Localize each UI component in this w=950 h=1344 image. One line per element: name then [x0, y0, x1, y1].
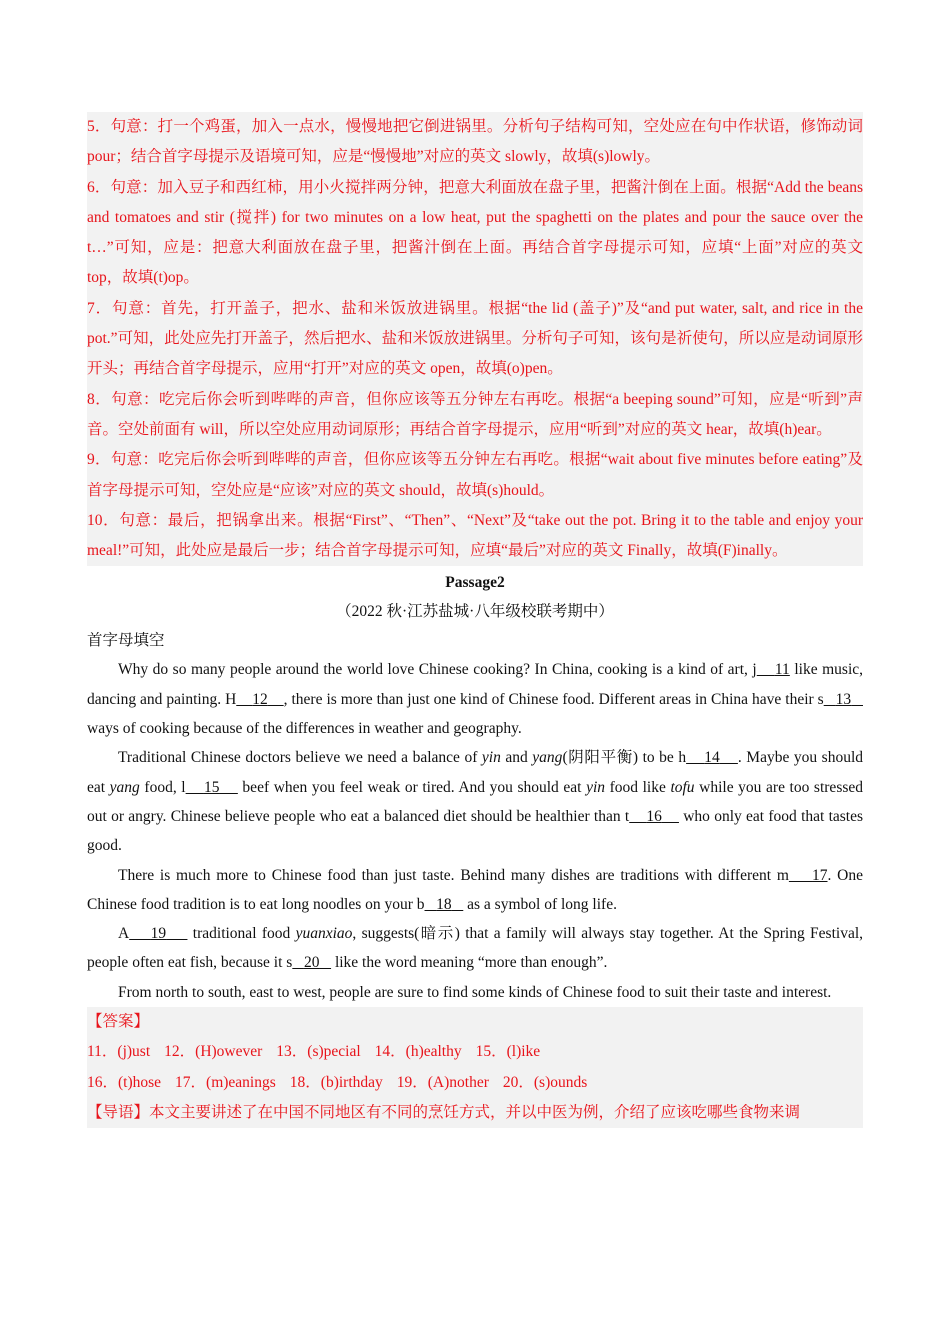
paragraph-3 [87, 861, 863, 920]
blank-number: 13 [835, 690, 852, 708]
blank-number: 16 [646, 807, 662, 825]
document-page [87, 112, 863, 1128]
analysis-item-8: 8．句意：吃完后你会听到哔哔的声音，但你应该等五分钟左右再吃。根据“a beeping sound”可知，应是“听到”声音。空处前面有 will，所以空处应用动词原形；再结合首字母提示，应用“听到”对应的英文 hear，故填(h)ear。 [87, 390, 863, 438]
analysis-item-5: 5．句意：打一个鸡蛋，加入一点水，慢慢地把它倒进锅里。分析句子结构可知，空处应在句中作状语，修饰动词 pour；结合首字母提示及语境可知，应是“慢慢地”对应的英文 slowly，故填(s)lowly。 [87, 118, 863, 166]
passage-body [87, 655, 863, 1007]
text-run: as a symbol of long life. [463, 895, 617, 913]
text-run: . One Chinese food tradition is to eat long noodles on your b [87, 866, 863, 913]
text-run: and [500, 749, 533, 767]
answer-item: 17．(m)eanings [175, 1073, 276, 1091]
answer-item: 20．(s)ounds [502, 1073, 588, 1091]
text-run: food, l [139, 778, 186, 796]
analysis-item-10: 10．句意：最后，把锅拿出来。根据“First”、“Then”、“Next”及“take out the pot. Bring it to the table and enjoy your meal!”可知，此处应是最后一步；结合首字母提示可知，应填“最后”对应的英文 Finally，故填(F)inally。 [87, 511, 863, 560]
answer-item: 14．(h)ealthy [374, 1043, 462, 1061]
analysis-block [87, 112, 863, 566]
answer-label: 【答案】 [87, 1013, 150, 1031]
blank-number: 12 [252, 690, 268, 708]
blank-number: 19 [150, 925, 167, 943]
text-run: (阴阳平衡) to be h [562, 749, 687, 767]
intro-text: 本文主要讲述了在中国不同地区有不同的烹饪方式，并以中医为例，介绍了应该吃哪些食物来调 [149, 1103, 801, 1121]
passage-title: Passage2 [445, 574, 505, 592]
italic-term: yuanxiao [295, 925, 353, 943]
answer-item: 11．(j)ust [87, 1043, 151, 1061]
analysis-item-9: 9．句意：吃完后你会听到哔哔的声音，但你应该等五分钟左右再吃。根据“wait about five minutes before eating”及首字母提示可知，空处应是“应该”对应的英文 should，故填(s)hould。 [87, 451, 863, 499]
answer-item: 16．(t)hose [87, 1073, 162, 1091]
blank-14 [686, 749, 738, 766]
answer-item: 15．(l)ike [475, 1043, 541, 1061]
blank-12 [236, 691, 283, 708]
text-run: food like [605, 778, 671, 796]
blank-number: 11 [774, 661, 790, 679]
paragraph-4 [87, 919, 863, 978]
blank-11 [757, 661, 790, 678]
italic-term: yin [586, 778, 605, 796]
blank-number: 14 [704, 749, 720, 767]
blank-number: 17 [812, 866, 828, 884]
italic-term: tofu [670, 778, 695, 796]
paragraph-2 [87, 743, 863, 860]
paragraph-5: From north to south, east to west, people are sure to find some kinds of Chinese food to suit their taste and interest. [118, 983, 832, 1001]
paragraph-1 [87, 655, 863, 743]
blank-20 [292, 954, 331, 971]
blank-number: 15 [203, 778, 220, 796]
analysis-item-7: 7．句意：首先，打开盖子，把水、盐和米饭放进锅里。根据“the lid (盖子)”及“and put water, salt, and rice in the pot.”可知，此处应先打开盖子，然后把水、盐和米饭放进锅里。分析句子可知，该句是祈使句，所以应是动词原形开头；再结合首字母提示，应用“打开”对应的英文 open，故填(o)pen。 [87, 299, 863, 378]
italic-term: yin [481, 749, 501, 767]
text-run: while you are too stressed out or angry. Chinese believe people who eat a balanced diet should be healthier than t [87, 778, 864, 825]
text-run: Traditional Chinese doctors believe we need a balance of [118, 749, 482, 767]
text-run: , suggests(暗示) that a family will always stay together. At the Spring Festival, people often eat fish, because it s [87, 925, 864, 972]
text-run: who only eat food that tastes good. [87, 807, 864, 855]
text-run: like the word meaning “more than enough”. [331, 954, 608, 972]
text-run: like music, dancing and painting. H [87, 661, 864, 708]
text-run: traditional food [187, 925, 296, 943]
blank-number: 18 [436, 895, 452, 913]
text-run: A [118, 925, 130, 943]
answer-row-1 [87, 1037, 863, 1067]
blank-19 [129, 925, 187, 942]
text-run: Why do so many people around the world love Chinese cooking? In China, cooking is a kind of art, j [118, 661, 757, 679]
answer-item: 18．(b)irthday [289, 1073, 383, 1091]
blank-16 [629, 808, 679, 825]
answer-item: 12．(H)owever [164, 1043, 263, 1061]
intro-line [87, 1098, 863, 1128]
italic-term: yang [532, 749, 563, 767]
blank-17 [789, 867, 828, 884]
passage-source: （2022 秋·江苏盐城·八年级校联考期中） [336, 603, 614, 621]
italic-term: yang [109, 778, 140, 796]
blank-13 [824, 691, 863, 708]
answer-block [87, 1007, 863, 1128]
text-run: There is much more to Chinese food than just taste. Behind many dishes are traditions with different m [118, 866, 789, 884]
analysis-item-6: 6．句意：加入豆子和西红柿，用小火搅拌两分钟，把意大利面放在盘子里，把酱汁倒在上面。根据“Add the beans and tomatoes and stir (搅拌) for two minutes on a low heat, put the spaghetti on the plates and pour the sauce over the t…”可知，应是：把意大利面放在盘子里，把酱汁倒在上面。再结合首字母提示可知，应填“上面”对应的英文 top，故填(t)op。 [87, 178, 863, 287]
blank-number: 20 [303, 954, 320, 972]
task-label: 首字母填空 [87, 632, 165, 650]
answer-item: 19．(A)nother [396, 1073, 489, 1091]
text-run: . Maybe you should eat [87, 749, 863, 796]
text-run: ways of cooking because of the differences in weather and geography. [87, 720, 522, 738]
blank-15 [186, 779, 238, 796]
text-run: , there is more than just one kind of Chinese food. Different areas in China have their s [283, 690, 824, 708]
text-run: beef when you feel weak or tired. And you should eat [237, 778, 587, 796]
answer-item: 13．(s)pecial [276, 1043, 361, 1061]
answer-row-2 [87, 1068, 863, 1098]
blank-18 [425, 896, 464, 913]
intro-label: 【导语】 [87, 1103, 150, 1121]
